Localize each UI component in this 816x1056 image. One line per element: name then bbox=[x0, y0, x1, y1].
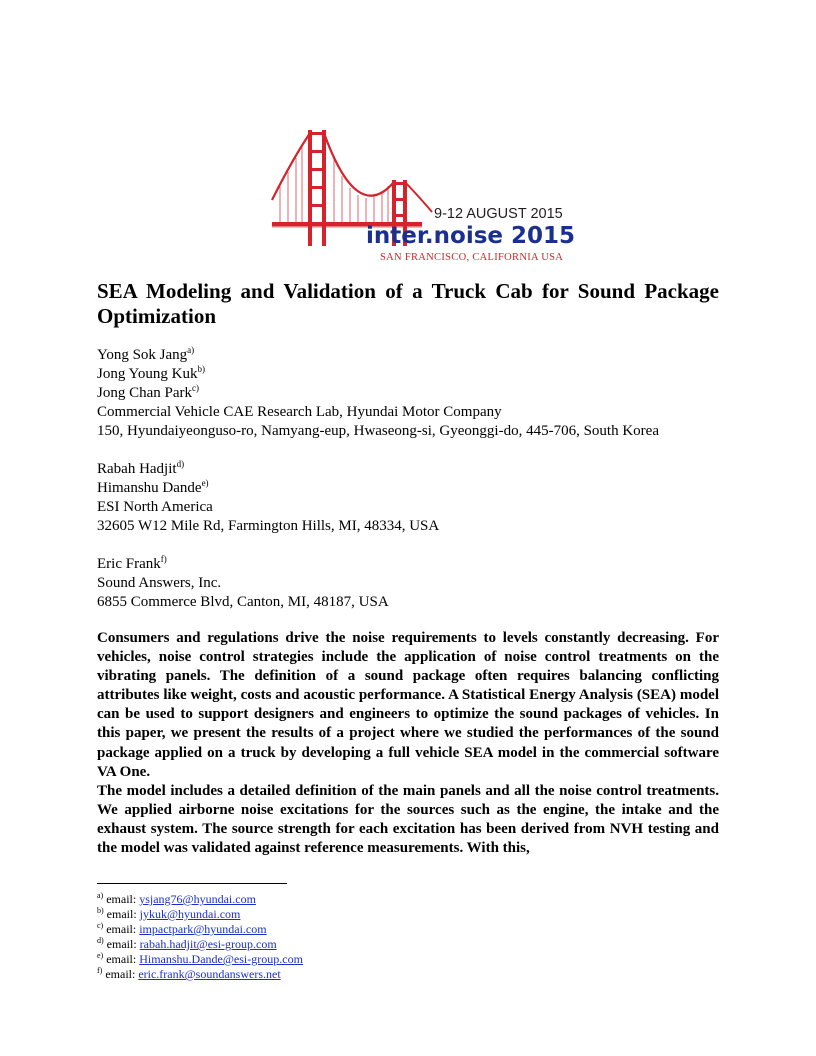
author-line: Eric Frank$^{f)}$ bbox=[97, 554, 167, 572]
email-link[interactable]: jykuk@hyundai.com bbox=[139, 907, 241, 921]
footnotes bbox=[97, 892, 597, 982]
affiliation-org: ESI North America bbox=[97, 499, 213, 515]
affiliation-address: 150, Hyundaiyeonguso-ro, Namyang-eup, Hwaseong-si, Gyeonggi-do, 445-706, South Korea bbox=[97, 423, 659, 439]
paper-title: SEA Modeling and Validation of a Truck Cab for Sound Package Optimization bbox=[97, 279, 719, 328]
email-link[interactable]: eric.frank@soundanswers.net bbox=[138, 967, 281, 981]
author-line: Jong Chan Park$^{c)}$ bbox=[97, 383, 199, 401]
footnote: $^{f)}$ email: eric.frank@soundanswers.net bbox=[97, 966, 281, 981]
golden-gate-bridge-logo bbox=[272, 130, 576, 264]
footnote: $^{e)}$ email: Himanshu.Dande@esi-group.com bbox=[97, 951, 303, 966]
footnote: $^{a)}$ email: ysjang76@hyundai.com bbox=[97, 891, 256, 906]
footnote: $^{b)}$ email: jykuk@hyundai.com bbox=[97, 906, 241, 921]
abstract bbox=[97, 629, 719, 858]
author-line: Yong Sok Jang$^{a)}$ bbox=[97, 345, 195, 363]
affiliation-address: 32605 W12 Mile Rd, Farmington Hills, MI, 48334, USA bbox=[97, 518, 440, 534]
abstract-paragraph: The model includes a detailed definition of the main panels and all the noise control treatments. We applied airborne noise excitations for the sources such as the engine, the intake and the exhaust system. The source strength for each excitation has been derived from NVH testing and the model was validated against reference measurements. With this, bbox=[97, 782, 719, 857]
logo-location: SAN FRANCISCO, CALIFORNIA USA bbox=[380, 252, 564, 263]
abstract-paragraph: Consumers and regulations drive the noise requirements to levels constantly decreasing. For vehicles, noise control strategies include the application of noise control treatments on the vibrating panels. The definition of a sound package often requires balancing conflicting attributes like weight, costs and acoustic performance. A Statistical Energy Analysis (SEA) model can be used to support designers and engineers to optimize the sound packages of vehicles. In this paper, we present the results of a project where we studied the performances of the sound package applied on a truck by developing a full vehicle SEA model in the commercial software VA One. bbox=[97, 630, 719, 780]
affiliation-org: Sound Answers, Inc. bbox=[97, 575, 222, 591]
email-link[interactable]: ysjang76@hyundai.com bbox=[139, 892, 256, 906]
authors-block bbox=[97, 346, 737, 612]
author-line: Jong Young Kuk$^{b)}$ bbox=[97, 364, 205, 382]
email-link[interactable]: Himanshu.Dande@esi-group.com bbox=[139, 952, 303, 966]
bridge-tower-left bbox=[308, 130, 326, 246]
affiliation-address: 6855 Commerce Blvd, Canton, MI, 48187, USA bbox=[97, 594, 389, 610]
author-line: Himanshu Dande$^{e)}$ bbox=[97, 478, 209, 496]
author-line: Rabah Hadjit$^{d)}$ bbox=[97, 459, 185, 477]
footnote: $^{d)}$ email: rabah.hadjit@esi-group.com bbox=[97, 936, 277, 951]
email-link[interactable]: rabah.hadjit@esi-group.com bbox=[139, 937, 277, 951]
logo-date: 9-12 AUGUST 2015 bbox=[434, 206, 563, 222]
logo-brand: inter.noise 2015 bbox=[366, 223, 576, 249]
footnote: $^{c)}$ email: impactpark@hyundai.com bbox=[97, 921, 267, 936]
footnote-rule bbox=[97, 883, 287, 884]
email-link[interactable]: impactpark@hyundai.com bbox=[139, 922, 267, 936]
conference-logo bbox=[272, 130, 576, 264]
affiliation-org: Commercial Vehicle CAE Research Lab, Hyundai Motor Company bbox=[97, 404, 502, 420]
